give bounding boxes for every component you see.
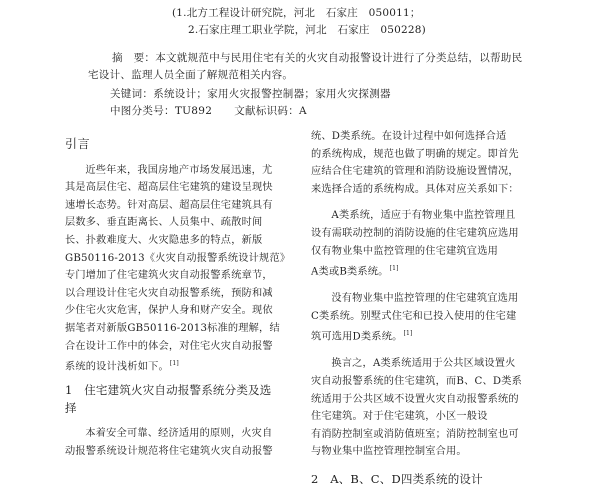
affiliation-1: (1.北方工程设计研究院，河北 石家庄 050011；: [172, 7, 421, 19]
right-para-3-line: C类系统。别墅式住宅和已投入使用的住宅建: [311, 310, 517, 322]
right-para-4-line: 与物业集中监控管理控制室合用。: [311, 446, 467, 458]
right-column: [311, 128, 551, 488]
intro-line: 少住宅火灾危害，保护人身和财产安全。现依: [65, 305, 273, 317]
section-1-line: 动报警系统设计规范将住宅建筑火灾自动报警: [65, 445, 273, 457]
doc-code-label: 文献标识码：: [234, 105, 300, 117]
right-para-3-line: [311, 325, 551, 346]
right-para-3-line: 没有物业集中监控管理的住宅建筑宜选用: [331, 293, 519, 305]
right-para-4-line: 换言之，A类系统适用于公共区域设置火: [331, 358, 516, 370]
affiliation-2: 2.石家庄理工职业学院，河北 石家庄 050228): [188, 24, 426, 36]
intro-heading: 引言: [65, 137, 91, 151]
right-para-2-line: 设有需联动控制的消防设施的住宅建筑应选用: [311, 227, 519, 239]
section-1-heading: [65, 382, 305, 417]
reference-marker: [1]: [389, 265, 399, 273]
section-1-heading-line-1: 1 住宅建筑火灾自动报警系统分类及选: [65, 383, 272, 398]
right-para-4-line: 有消防控制室或消防值班室；消防控制室也可: [311, 428, 519, 440]
keywords-line: [110, 86, 391, 101]
intro-line: 长、扑救难度大、火灾隐患多的特点，新版: [65, 234, 263, 246]
intro-line: 以合理设计住宅火灾自动报警系统，预防和减: [65, 287, 273, 299]
keywords-text: 系统设计；家用火灾报警控制器；家用火灾探测器: [153, 88, 391, 100]
intro-line: 其是高层住宅、超高层住宅建筑的建设呈现快: [65, 182, 273, 194]
section-2-heading: 2 A、B、C、D四类系统的设计: [311, 471, 483, 486]
intro-line: [65, 355, 305, 376]
right-para-2-line: A类系统，适应于有物业集中监控管理且: [331, 210, 516, 222]
right-para-4-line: 统适用于公共区域不设置火灾自动报警系统的: [311, 393, 519, 405]
abstract-text-1: 本文就规范中与民用住宅有关的火灾自动报警设计进行了分类总结，以帮助民: [155, 52, 523, 64]
section-1-heading-line-2: 择: [65, 400, 77, 415]
right-para-3-last: 筑可选用D类系统。: [311, 331, 403, 343]
intro-line: 据笔者对新版GB50116-2013标准的理解，结: [65, 322, 280, 334]
reference-marker: [1]: [403, 330, 413, 338]
doc-code-value: A: [299, 105, 307, 117]
left-column: [65, 136, 305, 460]
intro-line: 层数多、垂直距离长、人员集中、疏散时间: [65, 217, 263, 229]
abstract-label: 摘 要：: [112, 52, 156, 64]
intro-last-text: 系统的设计浅析如下。: [65, 361, 169, 373]
reference-marker: [1]: [169, 360, 179, 368]
right-para-4-line: 灾自动报警系统的住宅建筑，而B、C、D类系: [311, 375, 523, 387]
right-para-1-line: 来选择合适的系统构成。具体对应关系如下：: [311, 183, 519, 195]
intro-line: GB50116-2013《火灾自动报警系统设计规范》: [65, 252, 291, 264]
right-para-1-line: 统、D类系统。在设计过程中如何选择合适: [311, 131, 507, 142]
section-1-line: 本着安全可靠、经济适用的原则，火灾自: [85, 428, 273, 440]
right-para-2-line: [311, 260, 551, 281]
classification-label: 中图分类号：: [110, 105, 175, 117]
abstract-line-1: [112, 50, 522, 65]
intro-line: 专门增加了住宅建筑火灾自动报警系统章节，: [65, 270, 273, 282]
classification-line: [110, 103, 307, 118]
intro-line: 合在设计工作中的体会，对住宅火灾自动报警: [65, 340, 273, 352]
intro-line: 速增长态势。针对高层、超高层住宅建筑具有: [65, 199, 273, 211]
right-para-2-last: A类或B类系统。: [311, 266, 389, 278]
keywords-label: 关键词：: [110, 88, 154, 100]
right-para-1-line: 的系统构成，规范也做了明确的规定。即首先: [311, 148, 519, 160]
right-para-4-line: 住宅建筑。对于住宅建筑，小区一般设: [311, 411, 488, 423]
intro-line: 近些年来，我国房地产市场发展迅速，尤: [85, 164, 273, 176]
right-para-2-line: 仅有物业集中监控管理的住宅建筑宜选用: [311, 245, 498, 257]
right-para-1-line: 应结合住宅建筑的管理和消防设施设置情况，: [311, 166, 519, 178]
abstract-line-2: 宅设计、监理人员全面了解规范相关内容。: [88, 69, 294, 81]
classification-value: TU892: [174, 105, 213, 117]
